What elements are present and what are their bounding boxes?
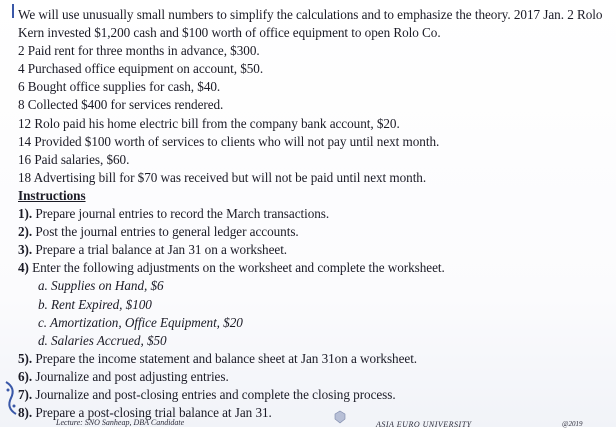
adjustment-item: a. Supplies on Hand, $6 xyxy=(38,278,164,294)
instruction-number: 8). xyxy=(18,405,33,421)
transaction-line: 8 Collected $400 for services rendered. xyxy=(18,97,224,113)
instruction-text: Post the journal entries to general ledger accounts. xyxy=(32,224,299,240)
transaction-line: 14 Provided $100 worth of services to clients who will not pay until next month. xyxy=(18,133,440,149)
adjustment-item: d. Salaries Accrued, $50 xyxy=(38,332,167,348)
transaction-line: 12 Rolo paid his home electric bill from the company bank account, $20. xyxy=(18,115,400,131)
transaction-line: 6 Bought office supplies for cash, $40. xyxy=(18,79,221,95)
instruction-number: 2). xyxy=(18,224,33,240)
instruction-text: Prepare journal entries to record the March transactions. xyxy=(32,206,330,222)
instruction-text: Prepare a post-closing trial balance at Jan 31. xyxy=(32,405,272,421)
instruction-item xyxy=(18,241,612,259)
instruction-item xyxy=(18,350,612,368)
transaction-line: 2 Paid rent for three months in advance, $300. xyxy=(18,43,260,59)
document-content xyxy=(18,6,612,422)
intro-paragraph: We will use unusually small numbers to simplify the calculations and to emphasize the theory. 2017 Jan. 2 Rolo Kern invested $1,200 cash and $100 worth of office equipment to open Rolo Co. xyxy=(18,7,603,41)
instruction-item xyxy=(18,368,612,386)
adjustment-item: b. Rent Expired, $100 xyxy=(38,296,152,312)
instruction-item xyxy=(18,386,612,404)
instruction-text: Prepare the income statement and balance sheet at Jan 31on a worksheet. xyxy=(32,350,418,366)
instruction-number: 6). xyxy=(18,368,33,384)
instruction-number: 5). xyxy=(18,350,33,366)
transaction-line: 18 Advertising bill for $70 was received but will not be paid until next month. xyxy=(18,169,427,185)
instruction-number: 1). xyxy=(18,206,33,222)
instruction-text: Journalize and post-closing entries and complete the closing process. xyxy=(32,386,396,402)
footer-lecturer: Lecture: SNO Sanheap, DBA Candidate xyxy=(56,418,185,427)
transaction-line: 16 Paid salaries, $60. xyxy=(18,151,130,167)
adjustment-item: c. Amortization, Office Equipment, $20 xyxy=(38,314,243,330)
footer-year: @2019 xyxy=(562,420,583,428)
footer-university: ASIA EURO UNIVERSITY xyxy=(376,420,472,429)
instruction-number: 3). xyxy=(18,242,33,258)
university-logo-icon xyxy=(2,378,20,418)
instruction-number: 4) xyxy=(18,260,29,276)
instruction-text: Prepare a trial balance at Jan 31 on a worksheet. xyxy=(32,242,288,258)
instruction-text: Journalize and post adjusting entries. xyxy=(32,368,229,384)
emblem-icon xyxy=(334,410,346,424)
instruction-number: 7). xyxy=(18,386,33,402)
instruction-item xyxy=(18,223,612,241)
transaction-line: 4 Purchased office equipment on account, $50. xyxy=(18,61,264,77)
left-accent-rule xyxy=(12,4,14,18)
instruction-item xyxy=(18,205,612,223)
instructions-heading: Instructions xyxy=(18,187,86,203)
instruction-text: Enter the following adjustments on the worksheet and complete the worksheet. xyxy=(28,260,445,276)
instruction-item xyxy=(18,259,612,277)
